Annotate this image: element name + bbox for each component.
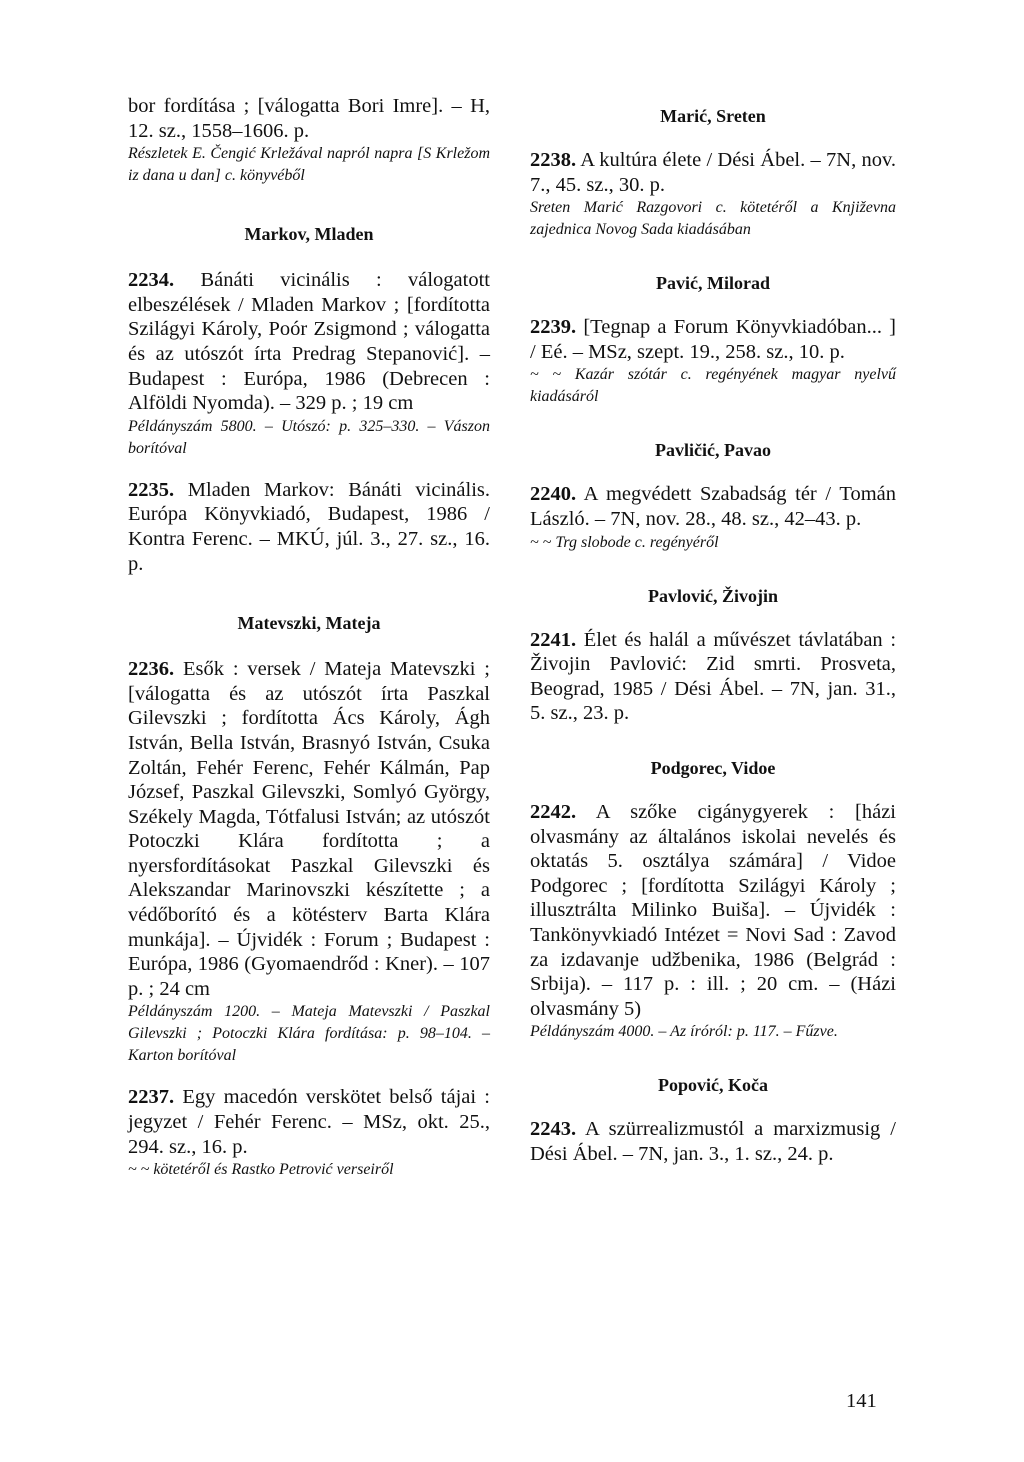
author-heading-podgorec: Podgorec, Vidoe (650, 757, 776, 778)
entry-note: ~ ~ Kazár szótár c. regényének magyar nyelvű kiadásáról (530, 366, 896, 406)
author-heading-maric: Marić, Sreten (660, 106, 766, 126)
entry-text: Élet és halál a művészet távlatában : Živojin Pavlović: Zid smrti. Prosveta, Beograd, 1985 / Dési Ábel. – 7N, jan. 31., 5. sz., 23. p. (530, 628, 897, 725)
entry-2235 (128, 478, 490, 576)
entry-text: A szürrealizmustól a marxizmusig / Dési Ábel. – 7N, jan. 3., 1. sz., 24. p. (530, 1118, 896, 1165)
entry-text: A szőke cigánygyerek : [házi olvasmány az általános iskolai nevelés és oktatás 5. osztálya számára] / Vidoe Podgorec ; [fordította Szilágyi Károly ; illusztrálta Milinko Buiša]. – Újvidék : Tankönyvkiadó Intézet = Novi Sad : Zavod za izdavanje udžbenika, 1986 (Belgrád : Srbija). – 117 p. : ill. ; 20 cm. – (Házi olvasmány 5) (530, 800, 897, 1020)
entry-note: ~ ~ kötetéről és Rastko Petrović verseiről (128, 1161, 394, 1179)
entry-number: 2240. (530, 483, 577, 506)
entry-2240 (530, 482, 896, 553)
entry-2238 (530, 148, 896, 241)
author-heading-matevszki: Matevszki, Mateja (237, 613, 381, 634)
entry-number: 2239. (530, 316, 577, 339)
right-column (530, 94, 896, 1166)
entry-note: Példányszám 5800. – Utószó: p. 325–330. – Vászon borítóval (128, 417, 490, 457)
entry-number: 2241. (530, 628, 577, 651)
entry-2241 (530, 628, 896, 726)
entry-2234 (128, 268, 490, 460)
entry-number: 2242. (530, 800, 577, 823)
entry-note: Sreten Marić Razgovori c. kötetéről a Književna zajednica Novog Sada kiadásában (530, 199, 896, 239)
entry-note: Példányszám 1200. – Mateja Matevszki / Paszkal Gilevszki ; Potoczki Klára fordítása: p. 98–104. – Karton borítóval (128, 1003, 490, 1065)
entry-note: Példányszám 4000. – Az íróról: p. 117. – Fűzve. (530, 1023, 838, 1041)
entry-text: Egy macedón verskötet belső tájai : jegyzet / Fehér Ferenc. – MSz, okt. 25., 294. sz., 16. p. (128, 1086, 490, 1158)
entry-text: Esők : versek / Mateja Matevszki ; [válogatta és az utószót írta Paszkal Gilevszki ; fordította Ács Károly, Ágh István, Bella István, Brasnyó István, Csuka Zoltán, Fehér Ferenc, Fehér Kálmán, Pap József, Paszkal Gilevszki, Somlyó György, Székely Magda, Tótfalusi István; az utószót Potoczki Klára fordította ; a nyersfordításokat Paszkal Gilevszki és Alekszandar Marinovszki készítette ; a védőborító és a kötésterv Barta Klára munkája]. – Újvidék : Forum ; Budapest : Európa, 1986 (Gyomaendrőd : Kner). – 107 p. ; 24 cm (128, 658, 490, 1000)
author-heading-popovic: Popović, Koča (658, 1075, 768, 1096)
page-number: 141 (846, 1390, 877, 1412)
entry-text: Bánáti vicinális : válogatott elbeszélések / Mladen Markov ; [fordította Szilágyi Károly, Poór Zsigmond ; válogatta és az utószót írta Predrag Stepanović]. – Budapest : Európa, 1986 (Debrecen : Alföldi Nyomda). – 329 p. ; 19 cm (128, 269, 490, 415)
entry-text: A kultúra élete / Dési Ábel. – 7N, nov. 7., 45. sz., 30. p. (530, 149, 896, 196)
entry-note: ~ ~ Trg slobode c. regényéről (530, 533, 719, 551)
entry-number: 2234. (128, 269, 175, 292)
author-heading-pavlovic: Pavlović, Živojin (648, 585, 778, 606)
entry-number: 2238. (530, 149, 577, 171)
entry-2236 (128, 657, 490, 1067)
entry-continuation-note: Részletek E. Čengić Krležával napról napra [S Krležom iz dana u dan] c. könyvéből (128, 145, 490, 185)
author-heading-markov: Markov, Mladen (244, 224, 374, 245)
entry-2239 (530, 315, 896, 408)
author-heading-pavlicic: Pavličić, Pavao (655, 440, 771, 461)
entry-2243 (530, 1117, 896, 1166)
left-column (128, 94, 490, 1181)
entry-2242 (530, 800, 896, 1043)
entry-number: 2237. (128, 1086, 175, 1109)
entry-text: [Tegnap a Forum Könyvkiadóban... ] / Eé. – MSz, szept. 19., 258. sz., 10. p. (530, 316, 896, 363)
entry-number: 2236. (128, 658, 175, 681)
entry-number: 2235. (128, 478, 175, 501)
entry-continuation-text: bor fordítása ; [válogatta Bori Imre]. – H, 12. sz., 1558–1606. p. (128, 95, 490, 142)
entry-number: 2243. (530, 1118, 577, 1141)
entry-2237 (128, 1085, 490, 1181)
author-heading-pavic: Pavić, Milorad (656, 273, 770, 294)
entry-text: A megvédett Szabadság tér / Tomán László. – 7N, nov. 28., 48. sz., 42–43. p. (530, 483, 896, 530)
entry-text: Mladen Markov: Bánáti vicinális. Európa Könyvkiadó, Budapest, 1986 / Kontra Ferenc. – MKÚ, júl. 3., 27. sz., 16. p. (128, 478, 490, 575)
